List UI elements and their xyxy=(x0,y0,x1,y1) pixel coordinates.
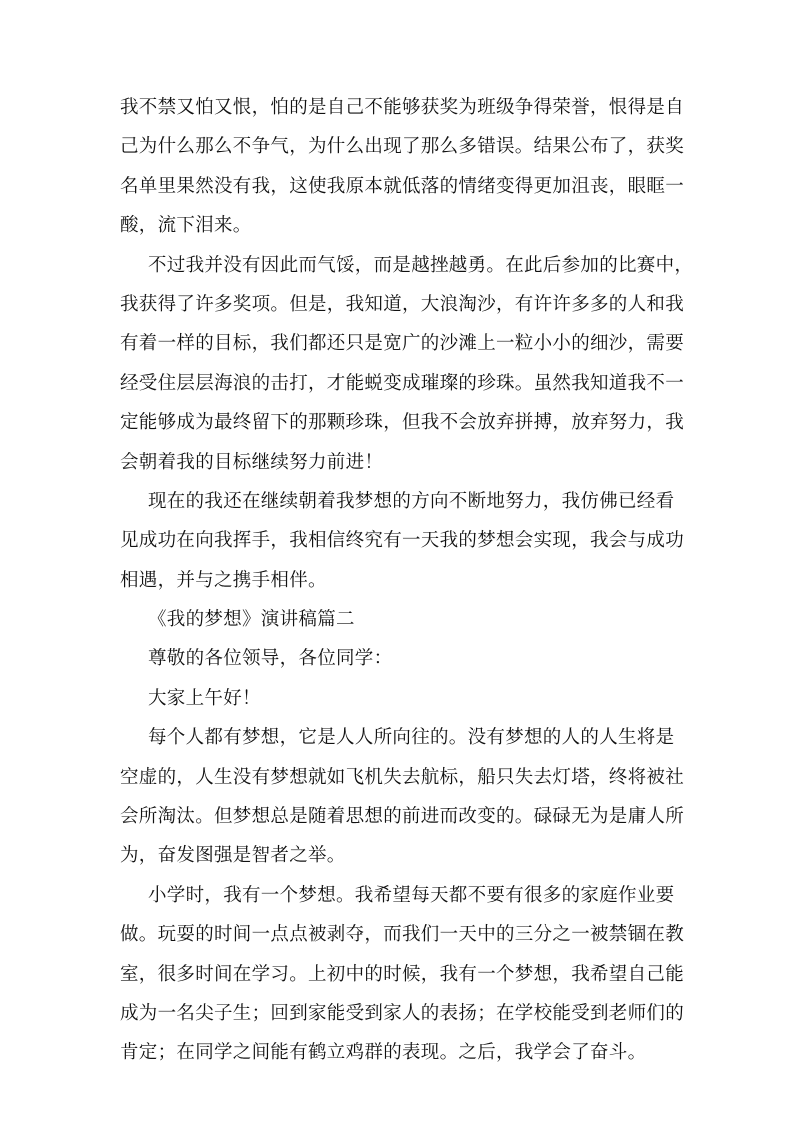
text-line: 尊敬的各位领导，各位同学： xyxy=(148,648,393,670)
text-line: 现在的我还在继续朝着我梦想的方向不断地努力，我仿佛已经看 xyxy=(148,490,675,512)
text-line: 会所淘汰。但梦想总是随着思想的前进而改变的。碌碌无为是庸人所 xyxy=(120,806,685,828)
text-line: 室，很多时间在学习。上初中的时候，我有一个梦想，我希望自己能 xyxy=(120,963,685,985)
text-line: 我不禁又怕又恨，怕的是自己不能够获奖为班级争得荣誉，恨得是自 xyxy=(120,97,685,118)
text-line: 定能够成为最终留下的那颗珍珠，但我不会放弃拼搏，放弃努力，我 xyxy=(120,412,685,434)
text-line: 大家上午好！ xyxy=(148,687,261,709)
text-line: 空虚的，人生没有梦想就如飞机失去航标，船只失去灯塔，终将被社 xyxy=(120,766,685,788)
text-line: 《我的梦想》演讲稿篇二 xyxy=(148,609,355,631)
text-line: 名单里果然没有我，这使我原本就低落的情绪变得更加沮丧，眼眶一 xyxy=(120,175,685,197)
text-line: 会朝着我的目标继续努力前进！ xyxy=(120,451,384,473)
text-line: 小学时，我有一个梦想。我希望每天都不要有很多的家庭作业要 xyxy=(148,884,675,906)
text-line: 经受住层层海浪的击打，才能蜕变成璀璨的珍珠。虽然我知道我不一 xyxy=(120,372,685,394)
text-line: 不过我并没有因此而气馁，而是越挫越勇。在此后参加的比赛中， xyxy=(148,254,694,276)
text-line: 肯定；在同学之间能有鹤立鸡群的表现。之后，我学会了奋斗。 xyxy=(120,1042,647,1064)
text-line: 每个人都有梦想，它是人人所向往的。没有梦想的人的人生将是 xyxy=(148,727,675,749)
text-line: 为，奋发图强是智者之举。 xyxy=(120,845,346,867)
text-line: 我获得了许多奖项。但是，我知道，大浪淘沙，有许许多多的人和我 xyxy=(120,293,685,315)
text-line: 己为什么那么不争气，为什么出现了那么多错误。结果公布了，获奖 xyxy=(120,136,685,158)
text-line: 成为一名尖子生；回到家能受到家人的表扬；在学校能受到老师们的 xyxy=(120,1002,685,1024)
text-line: 相遇，并与之携手相伴。 xyxy=(120,569,327,591)
text-line: 做。玩耍的时间一点点被剥夺，而我们一天中的三分之一被禁锢在教 xyxy=(120,924,685,946)
text-line: 见成功在向我挥手，我相信终究有一天我的梦想会实现，我会与成功 xyxy=(120,530,685,552)
document-body xyxy=(120,88,694,1073)
text-line: 酸，流下泪来。 xyxy=(120,215,252,237)
text-line: 有着一样的目标，我们都还只是宽广的沙滩上一粒小小的细沙，需要 xyxy=(120,333,685,355)
